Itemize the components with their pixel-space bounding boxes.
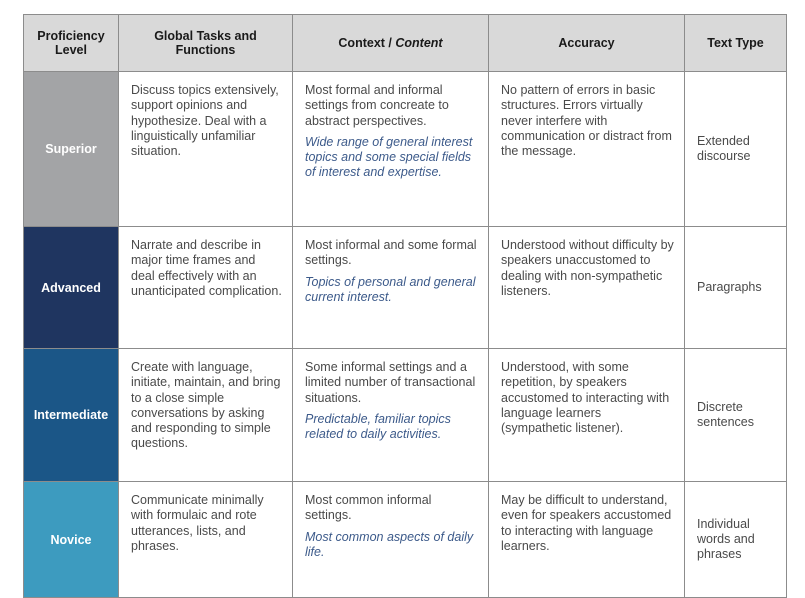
- accuracy-cell: No pattern of errors in basic structures. Errors virtually never interfere with communication or distract from the message.: [489, 72, 685, 227]
- table-row-superior: [24, 72, 787, 227]
- content-examples: Wide range of general interest topics and some special fields of interest and expertise.: [305, 134, 473, 180]
- context-cell: Most formal and informal settings from concreate to abstract perspectives. Wide range of general interest topics and some special fields of interest and expertise.: [293, 72, 489, 227]
- tasks-cell: Create with language, initiate, maintain, and bring to a close simple conversations by asking and responding to simple questions.: [119, 349, 293, 482]
- header-context-content: Context / Content: [293, 15, 489, 72]
- level-cell: Intermediate: [24, 349, 119, 482]
- header-global-tasks: Global Tasks and Functions: [119, 15, 293, 72]
- accuracy-cell: Understood, with some repetition, by speakers accustomed to interacting with language learners (sympathetic listener).: [489, 349, 685, 482]
- header-row: [24, 15, 787, 72]
- table-row-advanced: [24, 227, 787, 349]
- proficiency-table: [23, 14, 787, 598]
- context-cell: Most common informal settings. Most common aspects of daily life.: [293, 482, 489, 598]
- text-type-cell: Individual words and phrases: [685, 482, 787, 598]
- level-cell: Superior: [24, 72, 119, 227]
- table-row-novice: [24, 482, 787, 598]
- level-cell: Novice: [24, 482, 119, 598]
- level-cell: Advanced: [24, 227, 119, 349]
- text-type-cell: Paragraphs: [685, 227, 787, 349]
- content-examples: Predictable, familiar topics related to daily activities.: [305, 411, 451, 442]
- context-cell: Some informal settings and a limited number of transactional situations. Predictable, familiar topics related to daily activities.: [293, 349, 489, 482]
- content-examples: Topics of personal and general current interest.: [305, 274, 476, 304]
- tasks-cell: Communicate minimally with formulaic and rote utterances, lists, and phrases.: [119, 482, 293, 598]
- accuracy-cell: Understood without difficulty by speakers unaccustomed to dealing with non-sympathetic listeners.: [489, 227, 685, 349]
- text-type-cell: Discrete sentences: [685, 349, 787, 482]
- table-row-intermediate: [24, 349, 787, 482]
- content-examples: Most common aspects of daily life.: [305, 529, 474, 559]
- context-cell: Most informal and some formal settings. Topics of personal and general current interest.: [293, 227, 489, 349]
- tasks-cell: Discuss topics extensively, support opinions and hypothesize. Deal with a linguistically unfamiliar situation.: [119, 72, 293, 227]
- header-proficiency-level: Proficiency Level: [24, 15, 119, 72]
- tasks-cell: Narrate and describe in major time frames and deal effectively with an unanticipated complication.: [119, 227, 293, 349]
- proficiency-table-wrapper: [23, 14, 787, 598]
- accuracy-cell: May be difficult to understand, even for speakers accustomed to interacting with language learners.: [489, 482, 685, 598]
- header-accuracy: Accuracy: [489, 15, 685, 72]
- header-text-type: Text Type: [685, 15, 787, 72]
- text-type-cell: Extended discourse: [685, 72, 787, 227]
